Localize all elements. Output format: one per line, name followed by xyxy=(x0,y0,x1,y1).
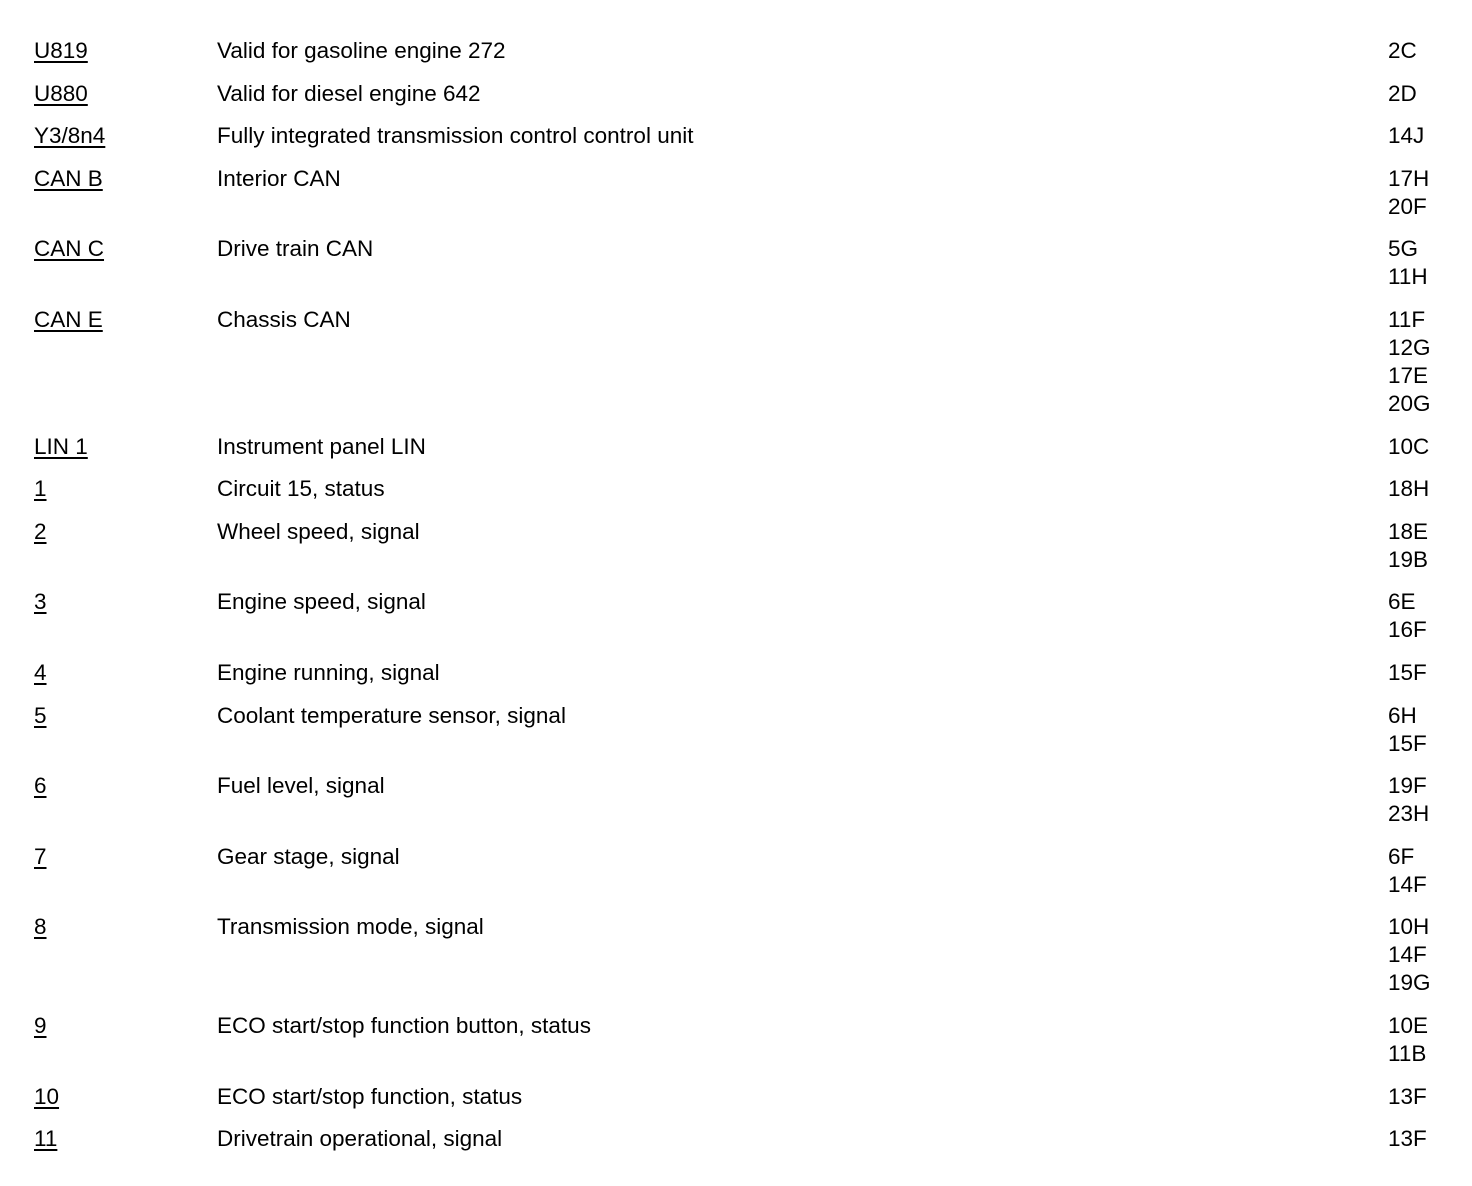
legend-row xyxy=(34,1125,1444,1153)
component-description: Instrument panel LIN xyxy=(217,433,426,459)
grid-reference[interactable]: 13F xyxy=(1388,1083,1427,1109)
grid-reference-list xyxy=(1388,37,1444,65)
component-description: Wheel speed, signal xyxy=(217,518,420,544)
component-code-link[interactable]: 1 xyxy=(34,476,47,502)
grid-reference[interactable]: 2D xyxy=(1388,80,1417,106)
grid-reference[interactable]: 19B xyxy=(1388,546,1429,572)
grid-reference-list xyxy=(1388,165,1444,221)
component-description: ECO start/stop function, status xyxy=(217,1083,523,1109)
grid-reference-list xyxy=(1388,475,1444,503)
legend-row xyxy=(34,306,1444,418)
grid-reference-list xyxy=(1388,588,1444,644)
grid-reference-list xyxy=(1388,1012,1444,1068)
grid-reference[interactable]: 12G xyxy=(1388,334,1431,360)
grid-reference[interactable]: 14J xyxy=(1388,123,1425,149)
grid-reference[interactable]: 10H xyxy=(1388,914,1430,940)
component-description: Drivetrain operational, signal xyxy=(217,1126,503,1152)
legend-row xyxy=(34,659,1444,687)
component-description: Gear stage, signal xyxy=(217,843,400,869)
grid-reference[interactable]: 15F xyxy=(1388,730,1427,756)
legend-row xyxy=(34,475,1444,503)
component-description: Fuel level, signal xyxy=(217,773,385,799)
component-description: Coolant temperature sensor, signal xyxy=(217,702,566,728)
grid-reference-list xyxy=(1388,518,1444,574)
component-code-link[interactable]: 5 xyxy=(34,702,47,728)
grid-reference-list xyxy=(1388,702,1444,758)
grid-reference-list xyxy=(1388,306,1444,418)
component-code-link[interactable]: 4 xyxy=(34,659,47,685)
component-legend-table xyxy=(34,37,1444,1168)
legend-row xyxy=(34,235,1444,291)
component-code-link[interactable]: CAN B xyxy=(34,165,103,191)
grid-reference-list xyxy=(1388,122,1444,150)
legend-row xyxy=(34,913,1444,997)
grid-reference[interactable]: 6F xyxy=(1388,843,1415,869)
component-description: Valid for gasoline engine 272 xyxy=(217,38,506,63)
grid-reference-list xyxy=(1388,80,1444,108)
legend-row xyxy=(34,80,1444,108)
grid-reference[interactable]: 23H xyxy=(1388,801,1430,827)
component-code-link[interactable]: 3 xyxy=(34,589,47,615)
legend-row xyxy=(34,37,1444,65)
grid-reference[interactable]: 19F xyxy=(1388,773,1427,799)
component-description: Engine running, signal xyxy=(217,659,440,685)
legend-row xyxy=(34,588,1444,644)
component-description: Drive train CAN xyxy=(217,236,374,262)
grid-reference[interactable]: 18H xyxy=(1388,476,1430,502)
grid-reference[interactable]: 2C xyxy=(1388,38,1417,63)
component-description: ECO start/stop function button, status xyxy=(217,1012,591,1038)
component-code-link[interactable]: 7 xyxy=(34,843,47,869)
legend-row xyxy=(34,1012,1444,1068)
component-code-link[interactable]: CAN E xyxy=(34,306,103,332)
grid-reference-list xyxy=(1388,913,1444,997)
component-code-link[interactable]: 2 xyxy=(34,518,47,544)
legend-row xyxy=(34,702,1444,758)
grid-reference[interactable]: 20G xyxy=(1388,390,1431,416)
grid-reference[interactable]: 16F xyxy=(1388,617,1427,643)
grid-reference[interactable]: 17H xyxy=(1388,165,1430,191)
grid-reference[interactable]: 19G xyxy=(1388,970,1431,996)
grid-reference-list xyxy=(1388,659,1444,687)
grid-reference-list xyxy=(1388,235,1444,291)
grid-reference[interactable]: 17E xyxy=(1388,362,1429,388)
legend-row xyxy=(34,165,1444,221)
component-description: Circuit 15, status xyxy=(217,476,385,502)
grid-reference-list xyxy=(1388,772,1444,828)
component-code-link[interactable]: 8 xyxy=(34,914,47,940)
grid-reference[interactable]: 18E xyxy=(1388,518,1429,544)
grid-reference[interactable]: 6H xyxy=(1388,702,1417,728)
legend-row xyxy=(34,1083,1444,1111)
grid-reference-list xyxy=(1388,433,1444,461)
component-code-link[interactable]: Y3/8n4 xyxy=(34,123,106,149)
component-description: Chassis CAN xyxy=(217,306,351,332)
grid-reference[interactable]: 15F xyxy=(1388,659,1427,685)
grid-reference[interactable]: 10E xyxy=(1388,1012,1429,1038)
grid-reference[interactable]: 20F xyxy=(1388,193,1427,219)
component-description: Engine speed, signal xyxy=(217,589,426,615)
component-description: Fully integrated transmission control control unit xyxy=(217,123,694,149)
grid-reference[interactable]: 13F xyxy=(1388,1126,1427,1152)
grid-reference[interactable]: 11F xyxy=(1388,306,1426,332)
component-description: Interior CAN xyxy=(217,165,341,191)
component-code-link[interactable]: CAN C xyxy=(34,236,105,262)
component-code-link[interactable]: 9 xyxy=(34,1012,47,1038)
component-code-link[interactable]: U819 xyxy=(34,38,88,63)
grid-reference-list xyxy=(1388,843,1444,899)
grid-reference[interactable]: 10C xyxy=(1388,433,1430,459)
grid-reference[interactable]: 14F xyxy=(1388,871,1427,897)
legend-row xyxy=(34,122,1444,150)
component-description: Valid for diesel engine 642 xyxy=(217,80,481,106)
component-code-link[interactable]: 6 xyxy=(34,773,47,799)
grid-reference[interactable]: 5G xyxy=(1388,236,1419,262)
grid-reference[interactable]: 6E xyxy=(1388,589,1416,615)
component-code-link[interactable]: U880 xyxy=(34,80,88,106)
component-code-link[interactable]: LIN 1 xyxy=(34,433,88,459)
grid-reference-list xyxy=(1388,1083,1444,1111)
component-description: Transmission mode, signal xyxy=(217,914,484,940)
legend-row xyxy=(34,772,1444,828)
grid-reference[interactable]: 11B xyxy=(1388,1040,1427,1066)
component-code-link[interactable]: 10 xyxy=(34,1083,60,1109)
legend-row xyxy=(34,433,1444,461)
grid-reference[interactable]: 14F xyxy=(1388,942,1427,968)
grid-reference-list xyxy=(1388,1125,1444,1153)
component-code-link[interactable]: 11 xyxy=(34,1126,58,1152)
grid-reference[interactable]: 11H xyxy=(1388,264,1428,290)
legend-row xyxy=(34,843,1444,899)
legend-row xyxy=(34,518,1444,574)
